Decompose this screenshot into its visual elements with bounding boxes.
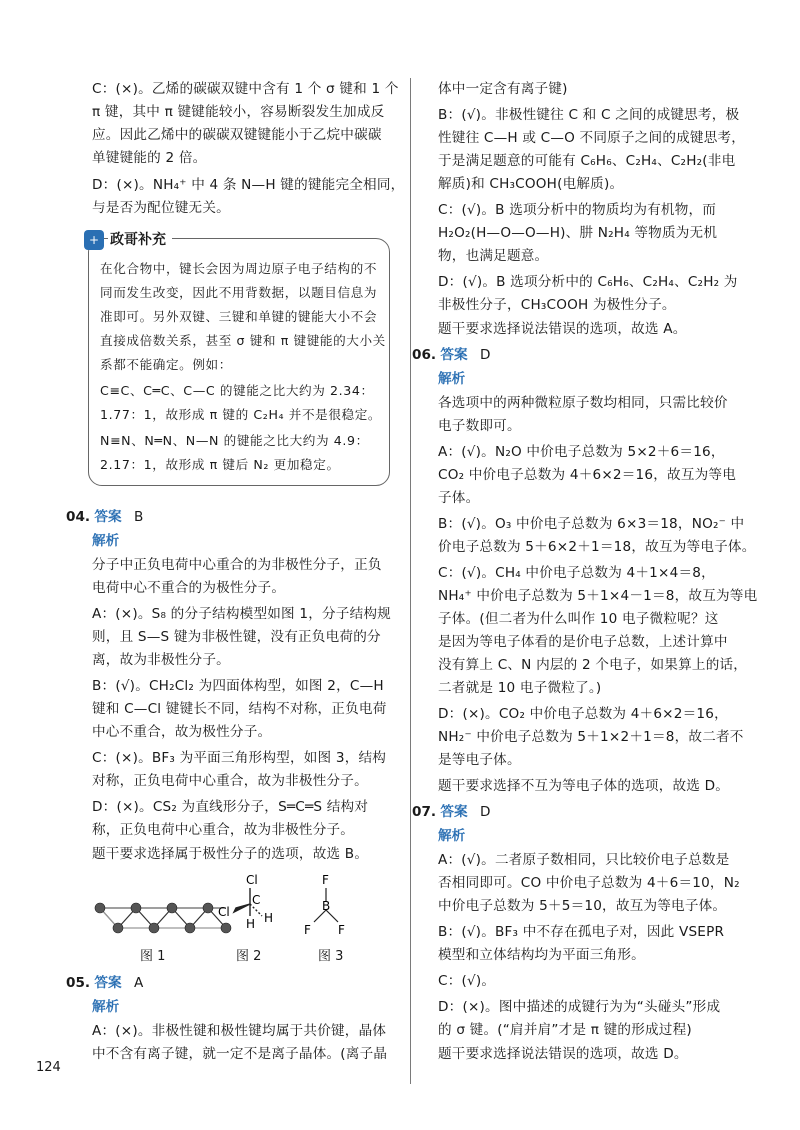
- d-line-2: 与是否为配位键无关。: [92, 200, 230, 216]
- q05-cont-line-2: B：(√)。非极性键往 C 和 C 之间的成键思考，极: [438, 107, 740, 123]
- q06-answer: D: [479, 347, 491, 363]
- q06-line-11: 是因为等电子体看的是价电子总数，上述计算中: [438, 634, 728, 650]
- q04-line-9: C：(×)。BF₃ 为平面三角形构型，如图 3，结构: [92, 750, 387, 766]
- q05-cont-line-9: D：(√)。B 选项分析中的 C₆H₆、C₂H₄、C₂H₂ 为: [438, 274, 738, 290]
- q04-line-11: D：(×)。CS₂ 为直线形分子，S═C═S 结构对: [92, 799, 369, 815]
- q05-cont-line-10: 非极性分子，CH₃COOH 为极性分子。: [438, 297, 676, 313]
- q04-header: [66, 506, 143, 528]
- q04-line-1: 分子中正负电荷中心重合的为非极性分子，正负: [92, 557, 382, 573]
- c-line-1: C：(×)。乙烯的碳碳双键中含有 1 个 σ 键和 1 个: [92, 81, 399, 97]
- column-divider: [410, 78, 411, 1084]
- q05-cont-line-1: 体中一定含有离子键): [438, 81, 568, 97]
- q06-line-3: A：(√)。N₂O 中价电子总数为 5×2＋6＝16，: [438, 444, 725, 460]
- q06-line-7: 价电子总数为 5＋6×2＋1＝18，故互为等电子体。: [438, 539, 756, 555]
- q06-line-12: 没有算上 C、N 内层的 2 个电子，如果算上的话，: [438, 657, 748, 673]
- c-line-3: 应。因此乙烯中的碳碳双键键能小于乙烷中碳碳: [92, 127, 382, 143]
- fig3-atom-f-right: F: [338, 923, 345, 937]
- fig2-atom-h-right: H: [264, 911, 274, 925]
- q06-line-14: D：(×)。CO₂ 中价电子总数为 4＋6×2＝16，: [438, 706, 728, 722]
- q05-answer: A: [133, 975, 144, 991]
- supp-line-1: 在化合物中，键长会因为周边原子电子结构的不: [100, 261, 378, 276]
- page-number: 124: [36, 1060, 61, 1075]
- c-line-4: 单键键能的 2 倍。: [92, 150, 207, 166]
- q04-line-13: 题干要求选择属于极性分子的选项，故选 B。: [92, 846, 369, 862]
- q05-cont-line-5: 解质)和 CH₃COOH(电解质)。: [438, 176, 624, 192]
- fig2-atom-cl-left: Cl: [218, 905, 230, 919]
- q07-line-7: D：(×)。图中描述的成键行为为“头碰头”形成: [438, 999, 721, 1015]
- q04-line-6: B：(√)。CH₂Cl₂ 为四面体构型，如图 2，C—H: [92, 678, 384, 694]
- q05-line-1: A：(×)。非极性键和极性键均属于共价键，晶体: [92, 1023, 387, 1039]
- q04-line-4: 则，且 S—S 键为非极性键，没有正负电荷的分: [92, 629, 381, 645]
- q06-line-5: 子体。: [438, 490, 480, 506]
- fig2-atom-cl-top: Cl: [246, 873, 258, 887]
- fig2-caption: 图 2: [236, 949, 262, 964]
- q07-number: 07.: [412, 804, 437, 820]
- q04-line-2: 电荷中心不重合的为极性分子。: [92, 580, 286, 596]
- q07-line-6: C：(√)。: [438, 973, 496, 989]
- supp-line-3: 准即可。另外双键、三键和单键的键能大小不会: [100, 309, 378, 324]
- c-line-2: π 键，其中 π 键键能较小，容易断裂发生加成反: [92, 104, 385, 120]
- supp-line-9: 2.17：1，故形成 π 键后 N₂ 更加稳定。: [100, 457, 340, 472]
- q04-number: 04.: [66, 509, 91, 525]
- q05-cont-line-8: 物，也满足题意。: [438, 248, 549, 264]
- q07-analysis-label: 解析: [438, 828, 466, 844]
- q05-cont-line-7: H₂O₂(H—O—O—H)、肼 N₂H₄ 等物质为无机: [438, 225, 718, 241]
- q06-line-15: NH₂⁻ 中价电子总数为 5＋1×2＋1＝8，故二者不: [438, 729, 744, 745]
- q04-line-8: 中心不重合，故为极性分子。: [92, 724, 272, 740]
- supplement-title: 政哥补充: [108, 230, 172, 250]
- supp-line-8: N≡N、N═N、N—N 的键能之比大约为 4.9：: [100, 433, 369, 448]
- q07-answer-label: 答案: [440, 804, 468, 820]
- supp-line-5: 系都不能确定。例如：: [100, 357, 232, 372]
- q05-number: 05.: [66, 975, 91, 991]
- q04-line-10: 对称，正负电荷中心重合，故为非极性分子。: [92, 773, 368, 789]
- q05-line-2: 中不含有离子键，就一定不是离子晶体。(离子晶: [92, 1046, 388, 1062]
- supp-line-4: 直接成倍数关系，甚至 σ 键和 π 键键能的大小关: [100, 333, 386, 348]
- q06-line-1: 各选项中的两种微粒原子数均相同，只需比较价: [438, 395, 728, 411]
- supp-line-6: C≡C、C═C、C—C 的键能之比大约为 2.34：: [100, 383, 374, 398]
- q06-line-16: 是等电子体。: [438, 752, 521, 768]
- q04-answer: B: [133, 509, 144, 525]
- q07-line-1: A：(√)。二者原子数相同，只比较价电子总数是: [438, 852, 730, 868]
- q06-line-4: CO₂ 中价电子总数为 4＋6×2＝16，故互为等电: [438, 467, 737, 483]
- q07-header: [412, 801, 490, 823]
- q06-line-10: 子体。(但二者为什么叫作 10 电子微粒呢？这: [438, 611, 719, 627]
- plus-icon: +: [84, 230, 104, 250]
- q07-line-5: 模型和立体结构均为平面三角形。: [438, 947, 645, 963]
- q04-figures: [90, 872, 390, 948]
- q07-line-8: 的 σ 键。(“肩并肩”才是 π 键的形成过程): [438, 1022, 692, 1038]
- q05-answer-label: 答案: [94, 975, 122, 991]
- q06-line-13: 二者就是 10 电子微粒了。): [438, 680, 602, 696]
- q04-line-3: A：(×)。S₈ 的分子结构模型如图 1，分子结构规: [92, 606, 391, 622]
- q06-answer-label: 答案: [440, 347, 468, 363]
- q07-answer: D: [479, 804, 491, 820]
- fig3-caption: 图 3: [318, 949, 344, 964]
- q04-line-7: 键和 C—Cl 键键长不同，结构不对称，正负电荷: [92, 701, 387, 717]
- q07-line-4: B：(√)。BF₃ 中不存在孤电子对，因此 VSEPR: [438, 924, 725, 940]
- supp-line-2: 同而发生改变，因此不用背数据，以题目信息为: [100, 285, 378, 300]
- q05-header: [66, 972, 143, 994]
- q06-number: 06.: [412, 347, 437, 363]
- fig3-atom-f-left: F: [304, 923, 311, 937]
- fig2-atom-h-bottom: H: [246, 917, 256, 931]
- q06-line-8: C：(√)。CH₄ 中价电子总数为 4＋1×4＝8，: [438, 565, 715, 581]
- q05-cont-line-3: 性键往 C—H 或 C—O 不同原子之间的成键思考，: [438, 130, 746, 146]
- q05-cont-line-4: 于是满足题意的可能有 C₆H₆、C₂H₄、C₂H₂(非电: [438, 153, 736, 169]
- q07-line-2: 否相同即可。CO 中价电子总数为 4＋6＝10，N₂: [438, 875, 740, 891]
- q04-line-5: 离，故为非极性分子。: [92, 652, 230, 668]
- fig1-caption: 图 1: [140, 949, 166, 964]
- q07-line-3: 中价电子总数为 5＋5＝10，故互为等电子体。: [438, 898, 727, 914]
- q05-analysis-label: 解析: [92, 999, 120, 1015]
- q06-header: [412, 344, 490, 366]
- q06-line-6: B：(√)。O₃ 中价电子总数为 6×3＝18，NO₂⁻ 中: [438, 516, 745, 532]
- supp-line-7: 1.77：1，故形成 π 键的 C₂H₄ 并不是很稳定。: [100, 407, 382, 422]
- q04-analysis-label: 解析: [92, 533, 120, 549]
- q07-line-9: 题干要求选择说法错误的选项，故选 D。: [438, 1046, 688, 1062]
- q04-line-12: 称，正负电荷中心重合，故为非极性分子。: [92, 822, 355, 838]
- q04-answer-label: 答案: [94, 509, 122, 525]
- d-line-1: D：(×)。NH₄⁺ 中 4 条 N—H 键的键能完全相同，: [92, 177, 405, 193]
- fig3-atom-f-top: F: [322, 873, 329, 887]
- q06-analysis-label: 解析: [438, 371, 466, 387]
- fig3-atom-b: B: [322, 899, 331, 913]
- q06-line-17: 题干要求选择不互为等电子体的选项，故选 D。: [438, 778, 730, 794]
- q06-line-2: 电子数即可。: [438, 418, 521, 434]
- q06-line-9: NH₄⁺ 中价电子总数为 5＋1×4－1＝8，故互为等电: [438, 588, 758, 604]
- q05-cont-line-11: 题干要求选择说法错误的选项，故选 A。: [438, 321, 687, 337]
- fig2-atom-c: C: [252, 893, 261, 907]
- q05-cont-line-6: C：(√)。B 选项分析中的物质均为有机物，而: [438, 202, 717, 218]
